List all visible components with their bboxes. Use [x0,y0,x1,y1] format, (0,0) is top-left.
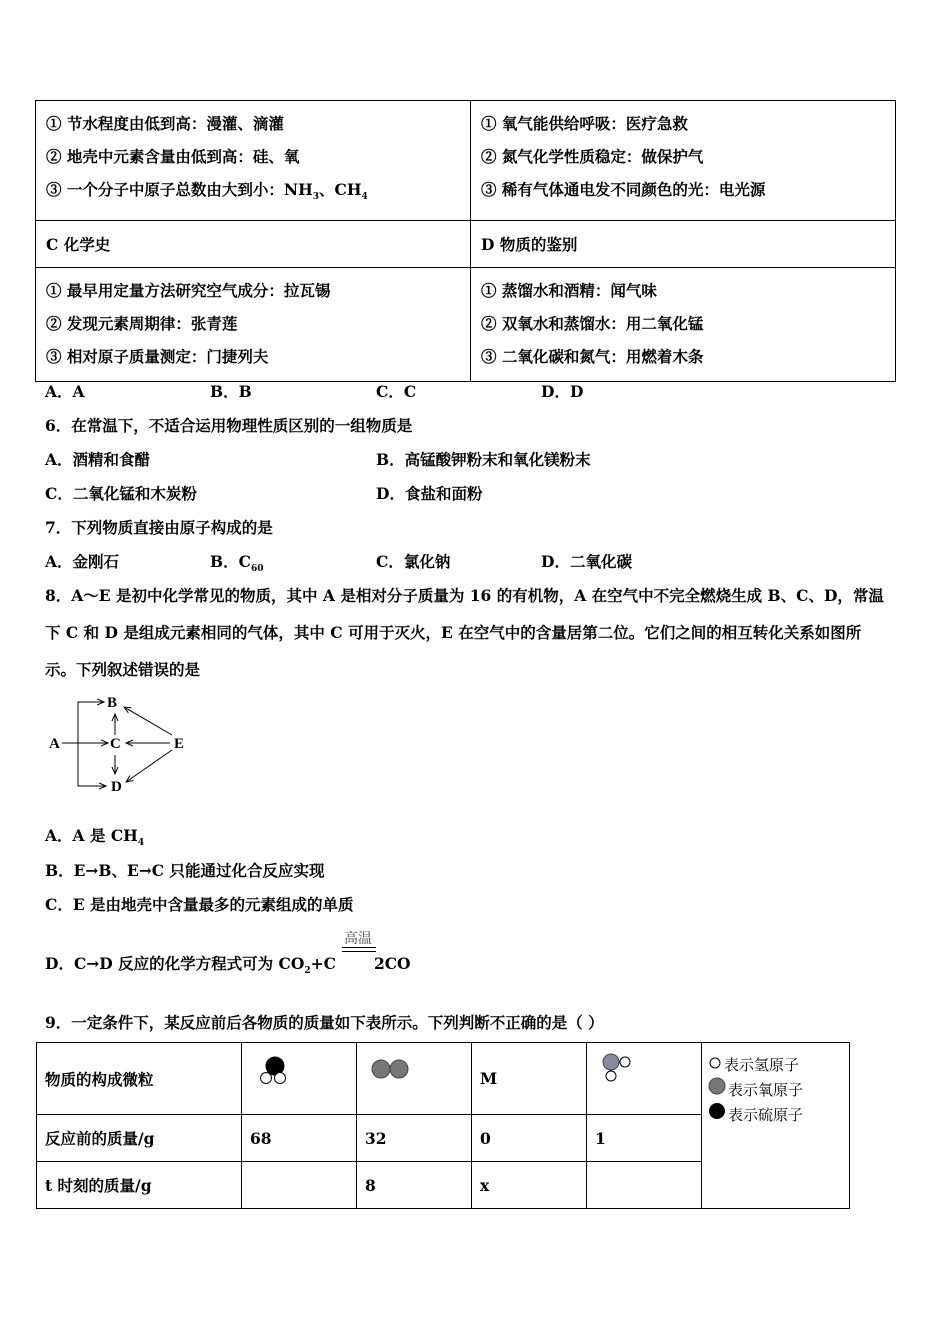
q8-option-d: D．C→D 反应的化学方程式可为 $CO_2+C$ 2CO [45,954,411,977]
legend-cell [702,1043,850,1209]
legend-oxygen: 表示氧原子 [708,1077,843,1102]
b-line-1: ① 氧气能供给呼吸：医疗急救 [481,114,688,133]
q5-option-a: A．A [45,382,85,401]
legend-hydrogen: 表示氢原子 [708,1053,843,1077]
arrow-a-b [78,702,104,743]
arrow-e-d [126,750,172,782]
header-d: D 物质的鉴别 [471,221,896,268]
q7-option-c: C．氯化钠 [376,552,451,571]
header-c: C 化学史 [36,221,471,268]
node-d: D [111,779,122,795]
molecule-h2o-cell [587,1043,702,1115]
q6-option-b: B．高锰酸钾粉末和氧化镁粉末 [376,450,591,469]
q6-option-a: A．酒精和食醋 [45,450,151,469]
q7-option-a: A．金刚石 [45,552,120,571]
q9-stem: 9．一定条件下，某反应前后各物质的质量如下表所示。下列判断不正确的是（ ） [45,1013,604,1032]
before-h2o: 1 [587,1115,702,1162]
legend-sulfur: 表示硫原子 [708,1102,843,1127]
q5-option-b: B．B [210,382,252,401]
header-particles: 物质的构成微粒 [37,1043,242,1115]
header-before: 反应前的质量/g [37,1115,242,1162]
q5-option-d: D．D [541,382,584,401]
q8-option-c: C．E 是由地壳中含量最多的元素组成的单质 [45,895,354,914]
o2-molecule-icon [365,1057,415,1081]
a-line-2: ② 地壳中元素含量由低到高：硅、氧 [46,147,300,166]
q7-option-b: B．$C_{60}$ [210,552,264,575]
equation-sign [342,947,376,952]
after-h2o [587,1162,702,1209]
reaction-table [36,1042,850,1209]
q6-option-d: D．食盐和面粉 [376,484,483,503]
d-line-2: ② 双氧水和蒸馏水：用二氧化锰 [481,314,704,334]
q8-stem-line-2: 下 C 和 D 是组成元素相同的气体，其中 C 可用于灭火，E 在空气中的含量居第二位。它们之间的相互转化关系如图所 [45,623,862,642]
cell-b [471,101,896,221]
b-line-3: ③ 稀有气体通电发不同颜色的光：电光源 [481,180,766,199]
c-line-3: ③ 相对原子质量测定：门捷列夫 [46,347,269,367]
q8-stem-line-3: 示。下列叙述错误的是 [45,660,201,679]
b-line-2: ② 氮气化学性质稳定：做保护气 [481,147,704,166]
before-h2s: 68 [242,1115,357,1162]
q7-stem: 7．下列物质直接由原子构成的是 [45,518,273,537]
molecule-m-cell: M [472,1043,587,1115]
h2o-molecule-icon [595,1051,645,1085]
a-line-1: ① 节水程度由低到高：漫灌、滴灌 [46,114,284,133]
d-line-3: ③ 二氧化碳和氮气：用燃着木条 [481,347,704,367]
node-b: B [107,695,118,711]
condition-high-temp: 高温 [344,931,372,947]
after-m: x [472,1162,587,1209]
cell-c [36,268,471,382]
knowledge-table [35,100,896,382]
c-line-1: ① 最早用定量方法研究空气成分：拉瓦锡 [46,281,331,301]
q8-option-a: A．A 是 $CH_4$ [45,826,145,849]
sulfur-atom-icon [708,1102,728,1120]
q6-option-c: C．二氧化锰和木炭粉 [45,484,197,503]
cell-a [36,101,471,221]
oxygen-atom-icon [708,1077,728,1095]
q8-option-b: B．E→B、E→C 只能通过化合反应实现 [45,861,325,880]
conversion-diagram [40,690,200,800]
d-line-1: ① 蒸馏水和酒精：闻气味 [481,281,657,301]
q6-stem: 6．在常温下，不适合运用物理性质区别的一组物质是 [45,416,413,435]
molecule-o2-cell [357,1043,472,1115]
arrow-a-d [78,743,106,786]
after-o2: 8 [357,1162,472,1209]
before-m: 0 [472,1115,587,1162]
header-after: t 时刻的质量/g [37,1162,242,1209]
cell-d [471,268,896,382]
c-line-2: ② 发现元素周期律：张青莲 [46,314,238,334]
node-a: A [49,736,60,752]
hydrogen-atom-icon [708,1056,724,1070]
a-line-3: ③ 一个分子中原子总数由大到小：$NH_3$、$CH_4$ [46,180,368,203]
q7-option-d: D．二氧化碳 [541,552,632,571]
before-o2: 32 [357,1115,472,1162]
q5-option-c: C．C [376,382,417,401]
node-e: E [174,736,185,752]
after-h2s [242,1162,357,1209]
arrow-e-b [124,707,172,735]
molecule-h2s-cell [242,1043,357,1115]
h2s-molecule-icon [250,1055,300,1089]
node-c: C [110,736,121,752]
q8-stem-line-1: 8．A～E 是初中化学常见的物质，其中 A 是相对分子质量为 16 的有机物，A 在空气中不完全燃烧生成 B、C、D，常温 [45,586,884,605]
